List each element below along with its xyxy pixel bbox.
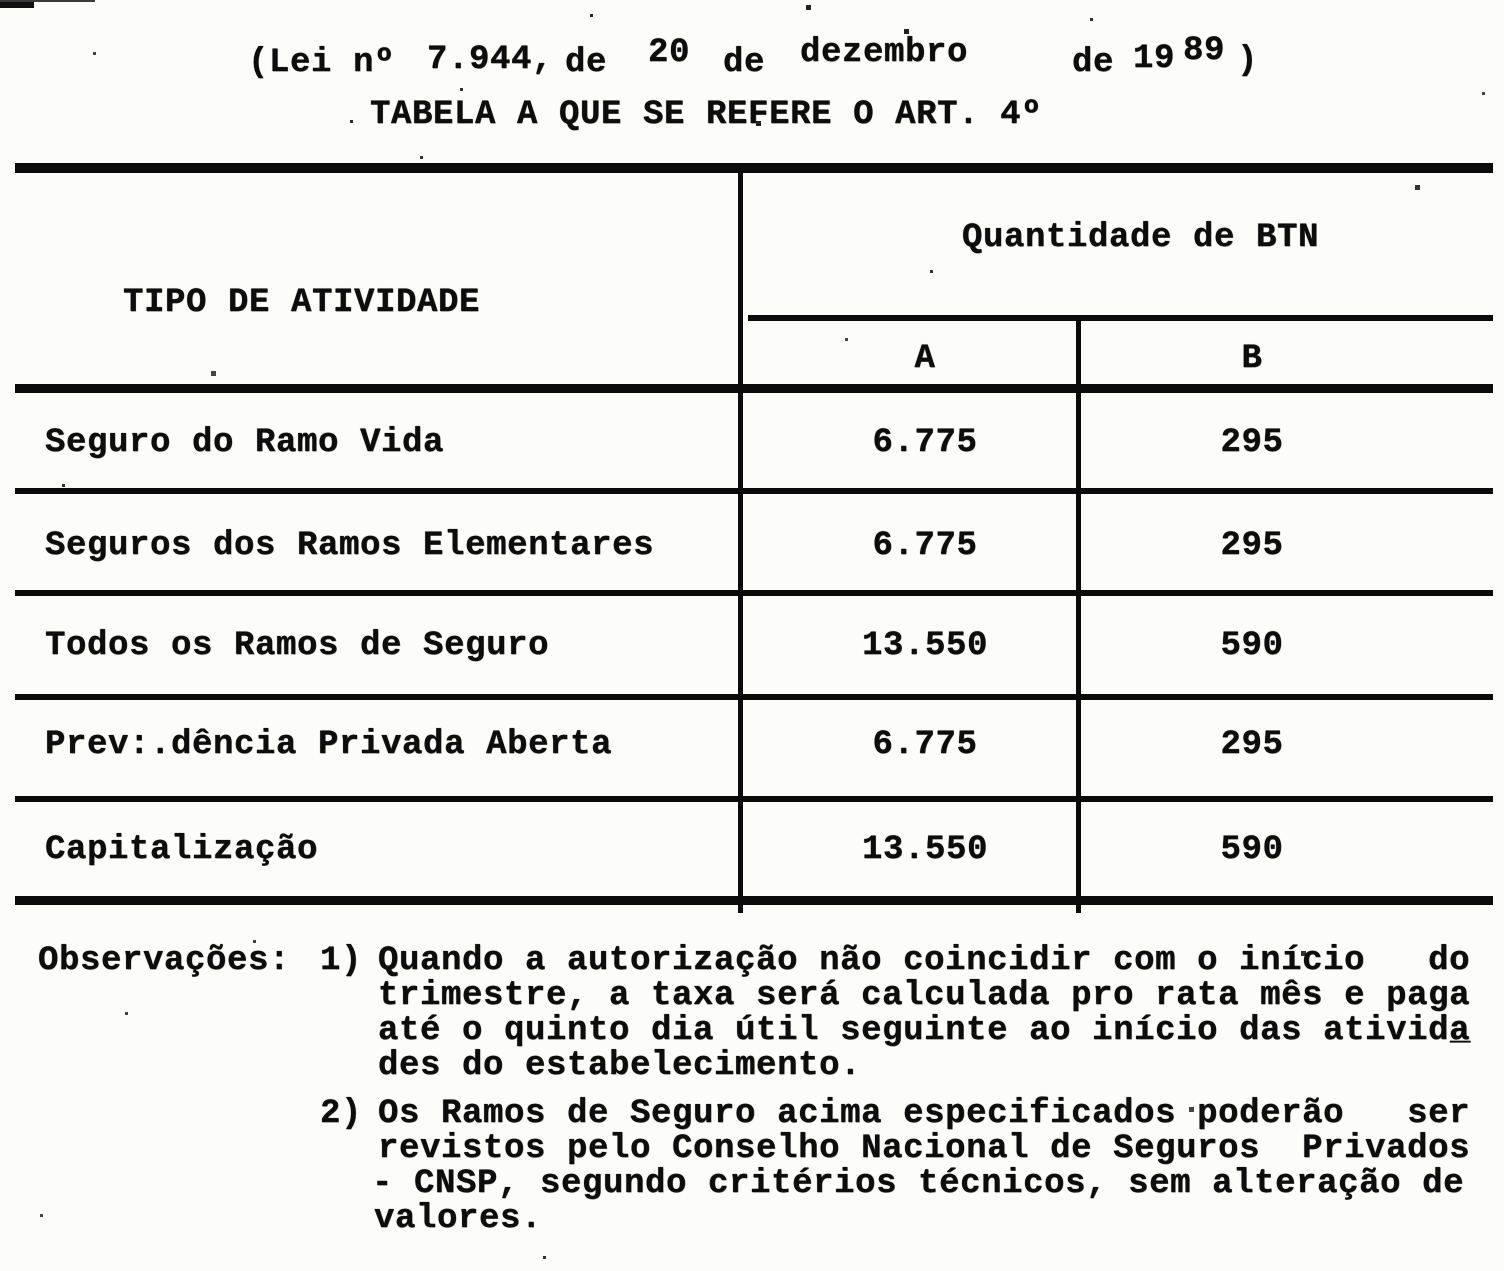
table-cell-a: 6.775 (872, 424, 978, 462)
observation-1-line: Quando a autorização não coincidir com o início do (378, 942, 1471, 980)
law-line-close-paren: ) (1237, 42, 1259, 80)
row-divider-3 (15, 694, 1493, 700)
observation-2-line: Os Ramos de Seguro acima especificados poderão ser (378, 1095, 1471, 1133)
law-line-de-1: de (565, 44, 608, 82)
table-cell-a: 6.775 (872, 726, 978, 764)
table-cell-a: 13.550 (861, 627, 989, 665)
row-divider-4 (15, 796, 1493, 802)
activity-column-divider (738, 165, 743, 913)
table-cell-b: 295 (1220, 527, 1284, 565)
law-month: dezembro (800, 34, 969, 72)
observation-1-line: até o quinto dia útil seguinte ao início das ativida̲ (378, 1012, 1471, 1050)
table-bottom-border (15, 896, 1493, 905)
observation-1-number: 1) (320, 942, 363, 980)
ab-column-divider (1076, 317, 1081, 913)
column-header-b: B (1241, 340, 1263, 378)
header-bottom-rule (15, 384, 1493, 393)
btn-subheader-rule (748, 315, 1493, 321)
observation-1-line: trimestre, a taxa será calculada pro rata mês e paga (378, 977, 1471, 1015)
law-year: 89 (1183, 32, 1226, 70)
table-cell-b: 295 (1220, 424, 1284, 462)
row-divider-1 (15, 488, 1493, 494)
observation-2-line: valores. (374, 1200, 543, 1238)
observations-label: Observações: (38, 942, 291, 980)
row-divider-2 (15, 590, 1493, 596)
law-year-prefix: 19 (1133, 40, 1176, 78)
table-cell-b: 295 (1220, 726, 1284, 764)
page-title: TABELA A QUE SE REFERE O ART. 4º (370, 96, 1043, 134)
scan-artifact-line (0, 2, 34, 8)
table-row-activity: Todos os Ramos de Seguro (45, 627, 550, 665)
observation-2-line: - CNSP, segundo critérios técnicos, sem alteração de (372, 1165, 1465, 1203)
observation-2-number: 2) (320, 1095, 363, 1133)
column-header-a: A (914, 340, 936, 378)
law-line-prefix: (Lei nº (248, 44, 396, 82)
table-row-activity: Seguro do Ramo Vida (45, 424, 445, 462)
observation-1-line: des do estabelecimento. (378, 1047, 862, 1085)
column-header-btn: Quantidade de BTN (962, 219, 1320, 257)
table-cell-a: 6.775 (872, 527, 978, 565)
table-top-border (15, 163, 1493, 173)
column-header-activity: TIPO DE ATIVIDADE (123, 284, 481, 322)
law-line-de-3: de (1072, 44, 1115, 82)
table-row-activity: Prev:.dência Privada Aberta (45, 726, 613, 764)
law-line-de-2: de (723, 44, 766, 82)
table-cell-b: 590 (1220, 627, 1284, 665)
law-number: 7.944, (427, 41, 554, 79)
table-row-activity: Capitalização (45, 831, 319, 869)
law-day: 20 (648, 34, 691, 72)
observation-2-line: revistos pelo Conselho Nacional de Seguros Privados (378, 1130, 1471, 1168)
table-cell-a: 13.550 (861, 831, 989, 869)
scan-noise (0, 0, 3, 3)
table-cell-b: 590 (1220, 831, 1284, 869)
table-row-activity: Seguros dos Ramos Elementares (45, 527, 655, 565)
